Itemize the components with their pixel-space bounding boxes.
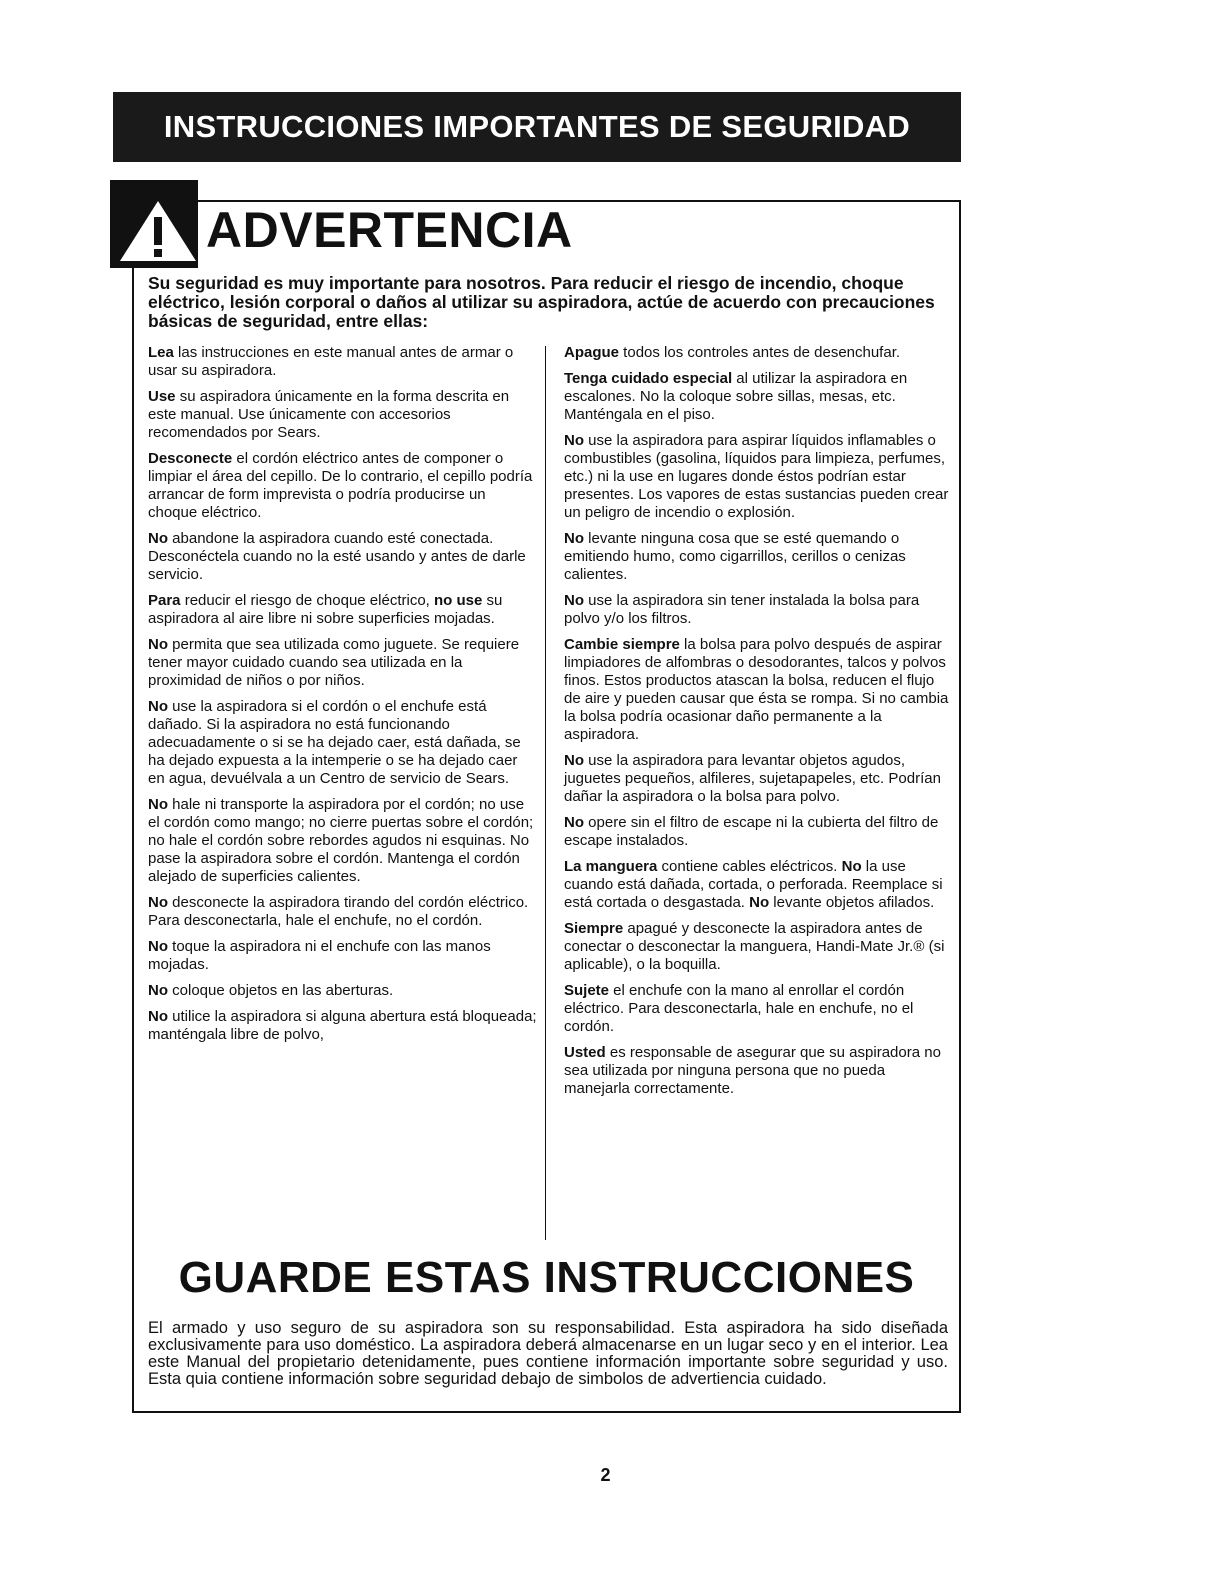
save-instructions-heading: GUARDE ESTAS INSTRUCCIONES	[178, 1253, 915, 1302]
safety-item: No abandone la aspiradora cuando esté conectada. Desconéctela cuando no la esté usando y antes de darle servicio.	[148, 530, 526, 583]
warning-triangle-icon	[116, 197, 200, 265]
page-banner: INSTRUCCIONES IMPORTANTES DE SEGURIDAD	[113, 92, 961, 162]
safety-item: No utilice la aspiradora si alguna abertura está bloqueada; manténgala libre de polvo,	[148, 1008, 537, 1043]
warning-title: ADVERTENCIA	[206, 202, 573, 258]
safety-item: Tenga cuidado especial al utilizar la aspiradora en escalones. No la coloque sobre sillas, mesas, etc. Manténgala en el piso.	[564, 370, 908, 423]
safety-item: Para reducir el riesgo de choque eléctrico, no use su aspiradora al aire libre ni sobre superficies mojadas.	[148, 592, 503, 627]
safety-item: Cambie siempre la bolsa para polvo después de aspirar limpiadores de alfombras o desodorantes, talcos y polvos finos. Estos productos atascan la bolsa, reducen el flujo de aire y pueden causar que ésta se rompa. Si no cambia la bolsa podría ocasionar daño permanente a la aspiradora.	[564, 636, 949, 743]
safety-item: Lea las instrucciones en este manual antes de armar o usar su aspiradora.	[148, 344, 514, 379]
safety-item: No toque la aspiradora ni el enchufe con las manos mojadas.	[148, 938, 491, 973]
page-number: 2	[600, 1465, 611, 1485]
safety-item: No use la aspiradora si el cordón o el enchufe está dañado. Si la aspiradora no está funcionando adecuadamente o si se ha dejado caer, está dañada, se ha dejado expuesta a la intemperie o se ha dejado caer en agua, devuélvala a un Centro de servicio de Sears.	[148, 698, 521, 787]
safety-item: No permita que sea utilizada como juguete. Se requiere tener mayor cuidado cuando sea utilizada en la proximidad de niños o por niños.	[148, 636, 520, 689]
safety-item: Desconecte el cordón eléctrico antes de componer o limpiar el área del cepillo. De lo contrario, el cepillo podría arrancar de form imprevista o podría producirse un choque eléctrico.	[148, 450, 533, 521]
safety-item: Apague todos los controles antes de desenchufar.	[564, 344, 901, 361]
safety-item: Siempre apagué y desconecte la aspiradora antes de conectar o desconectar la manguera, Handi-Mate Jr.® (si aplicable), o la boquilla.	[564, 920, 945, 973]
left-column	[148, 344, 538, 1052]
safety-item: No levante ninguna cosa que se esté quemando o emitiendo humo, como cigarrillos, cerillos o cenizas calientes.	[564, 530, 906, 583]
safety-item: No hale ni transporte la aspiradora por el cordón; no use el cordón como mango; no cierre puertas sobre el cordón; no hale el cordón sobre rebordes agudos ni esquinas. No pase la aspiradora sobre el cordón. Mantenga el cordón alejado de superficies calientes.	[148, 796, 534, 885]
safety-item: No desconecte la aspiradora tirando del cordón eléctrico. Para desconectarla, hale el enchufe, no el cordón.	[148, 894, 529, 929]
safety-item: La manguera contiene cables eléctricos. No la use cuando está dañada, cortada, o perforada. Reemplace si está cortada o desgastada. No levante objetos afilados.	[564, 858, 943, 911]
safety-item: No coloque objetos en las aberturas.	[148, 982, 394, 999]
safety-item: No use la aspiradora para levantar objetos agudos, juguetes pequeños, alfileres, sujetapapeles, etc. Podrían dañar la aspiradora o la bolsa para polvo.	[564, 752, 941, 805]
safety-item: No opere sin el filtro de escape ni la cubierta del filtro de escape instalados.	[564, 814, 939, 849]
safety-item: No use la aspiradora sin tener instalada la bolsa para polvo y/o los filtros.	[564, 592, 920, 627]
safety-item: Use su aspiradora únicamente en la forma descrita en este manual. Use únicamente con accesorios recomendados por Sears.	[148, 388, 510, 441]
footer-paragraph: El armado y uso seguro de su aspiradora son su responsabilidad. Esta aspiradora ha sido diseñada exclusivamente para uso doméstico. La aspiradora deberá almacenarse en un lugar seco y en el interior. Lea este Manual del propietario detenidamente, pues contiene información importante sobre seguridad y uso. Esta quia contiene información sobre seguridad debajo de simbolos de advertiencia cuidado.	[148, 1319, 948, 1388]
warning-intro: Su seguridad es muy importante para nosotros. Para reducir el riesgo de incendio, choque eléctrico, lesión corporal o daños al utilizar su aspiradora, actúe de acuerdo con precauciones básicas de seguridad, entre ellas:	[148, 273, 935, 331]
safety-item: Sujete el enchufe con la mano al enrollar el cordón eléctrico. Para desconectarla, hale en enchufe, no el cordón.	[564, 982, 914, 1035]
safety-item: No use la aspiradora para aspirar líquidos inflamables o combustibles (gasolina, líquidos para limpieza, perfumes, etc.) ni la use en lugares donde éstos podrían estar presentes. Los vapores de estas sustancias pueden crear un peligro de incendio o explosión.	[564, 432, 949, 521]
right-column	[564, 344, 954, 1106]
safety-item: Usted es responsable de asegurar que su aspiradora no sea utilizada por ninguna persona que no pueda manejarla correctamente.	[564, 1044, 941, 1097]
column-divider	[545, 346, 546, 1240]
